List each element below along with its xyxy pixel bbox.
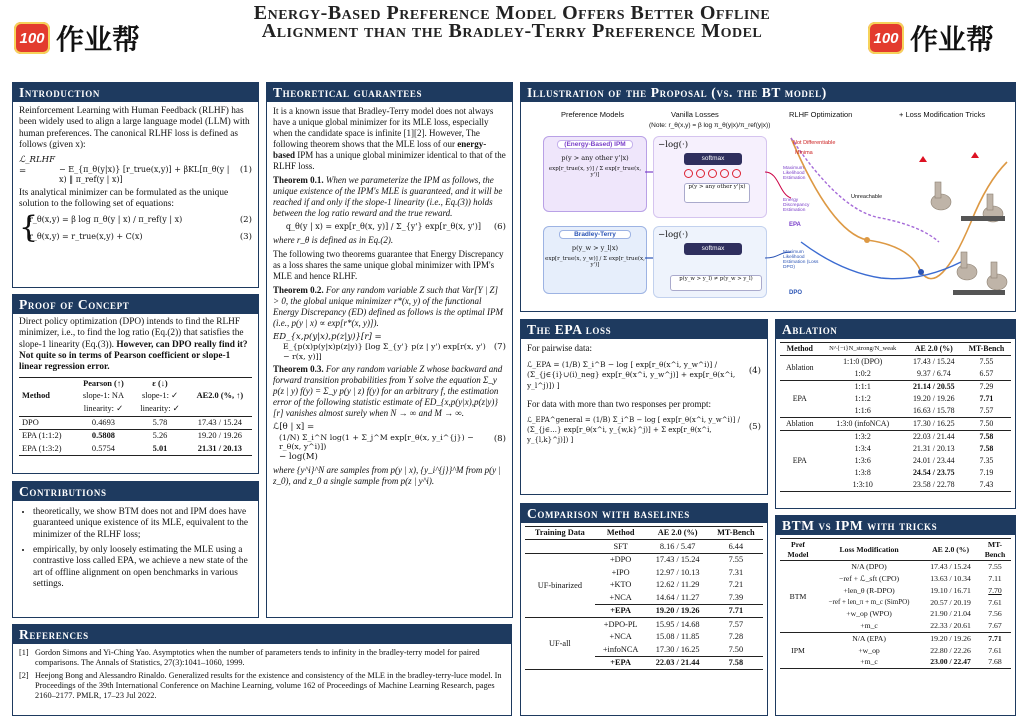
table-row: 1:1:6 16.63 / 15.78 7.57	[780, 405, 1011, 418]
eq-7: ED_{x,p(y|x),p(z|y)}[r] = E_{p(x)p(y|x)p(z|y)} [log Σ_{y'} p(z | y') exp[r(x, y') − r(x, y)]] (7)	[273, 331, 506, 361]
lbl-not-diff: Not Differentiable	[793, 140, 836, 146]
theorem-1-where: where r_θ is defined as in Eq.(2).	[273, 235, 394, 246]
logo-left	[14, 18, 140, 58]
illus-panel	[520, 82, 1016, 312]
theorem-2: Theorem 0.2. For any random variable Z such that Var[Y | Z] > 0, the global unique minimizer r*(x, y) of the functional Energy Discrepancy (ED) defined as follows is the optimal IPM (i.e., p(y | x) ∝ exp[r*(x, y)]).	[273, 285, 504, 328]
table-row: EPA (1:3:2) 0.5754 5.01 21.31 / 20.13	[19, 443, 252, 456]
table-row: EPA 1:3:2 22.03 / 21.44 7.58	[780, 431, 1011, 444]
poc-h-sub: slope-1: NA	[82, 391, 125, 401]
lbl-minima: Minima	[795, 150, 813, 156]
lbl-mle2: Maximum Likelihood Estimation (Loss DPO)	[783, 250, 819, 270]
eq-4: ℒ_EPA = (1/B) Σ_i^B − log [ exp[r_θ(x^i, y_w^i)] / (Σ_{j∈{i}∪(i)_neg} exp[r_θ(x^i, y_w^j)] + exp[r_θ(x^i, y_l^j)]) ] (4)	[527, 359, 761, 390]
table-row: 1:0:2 9.37 / 6.74 6.57	[780, 368, 1011, 381]
eq-8: ℒ[θ | x] = (1/N) Σ_i^N log(1 + Σ_j^M exp[r_θ(x, y_i^{j}) − r_θ(x, y^i)]) − log(M) (8)	[273, 422, 506, 462]
comp-table	[525, 526, 763, 670]
logo-right	[868, 18, 994, 58]
table-row: Ablation 1:3:0 (infoNCA) 17.30 / 16.25 7.50	[780, 418, 1011, 431]
table-row: IPM N/A (EPA) 19.20 / 19.26 7.71	[780, 632, 1011, 644]
table-row: 1:1:2 19.20 / 19.26 7.71	[854, 394, 994, 404]
table-row: 1:3:6 24.01 / 23.44 7.35	[854, 456, 994, 466]
lbl-mle: Maximum Likelihood Estimation	[783, 166, 806, 181]
eq-1	[19, 155, 252, 185]
table-row: −ref + ℒ_sft (CPO) 13.63 / 10.34 7.11	[838, 574, 1002, 584]
table-row: +w_op (WPO) 21.90 / 21.04 7.56	[846, 609, 1002, 619]
btm-heading: BTM vs IPM with tricks	[776, 516, 1015, 535]
theorem-1: Theorem 0.1. When we parameterize the IPM as follows, the unique existence of the IPM's MLE is guaranteed, and it will be reached if and only if the slope-1 linearity (i.e., Eq.(3)) holds between the log ratio reward and the true reward.	[273, 174, 503, 218]
table-row: +IPO 12.97 / 10.13 7.31	[611, 567, 744, 577]
poc-h-eps: ε (↓)	[132, 377, 187, 390]
refs-panel	[12, 624, 512, 716]
theory-panel	[266, 82, 513, 618]
poc-panel	[12, 294, 259, 474]
btm-h: AE 2.0 (%)	[922, 539, 979, 561]
bt-softmax: softmax	[684, 243, 742, 255]
table-row: SFT 8.16 / 5.47 6.44	[525, 540, 763, 553]
ref-item: [1] Gordon Simons and Yi-Ching Yao. Asymptotics when the number of parameters tends to infinity in the bradley-terry model for paired comparisons. The Annals of Statistics, 27(3):1041–1060, 1999.	[19, 648, 480, 667]
contrib-heading: Contributions	[13, 482, 258, 501]
contrib-panel	[12, 481, 259, 618]
poc-h-ae: AE2.0 (%, ↑)	[188, 377, 252, 416]
abl-heading: Ablation	[776, 320, 1015, 339]
poc-table	[19, 377, 252, 457]
poc-h-pearson: Pearson (↑)	[75, 377, 133, 390]
table-row: Ablation 1:1:0 (DPO) 17.43 / 15.24 7.55	[780, 356, 1011, 369]
lbl-ed: Energy Discrepancy Estimation	[783, 198, 810, 213]
bt-eq: p(y_w > y_l|x)	[571, 244, 619, 252]
btm-table	[780, 538, 1011, 669]
abl-table	[780, 342, 1011, 492]
table-row: +EPA 22.03 / 21.44 7.58	[525, 656, 763, 669]
epa-heading: The EPA loss	[521, 320, 767, 339]
abl-h: AE 2.0 (%)	[906, 343, 962, 356]
eq-3-num: (3)	[239, 231, 252, 242]
ebm-log: −log(·)	[658, 140, 689, 150]
epa-text-1: For pairwise data:	[527, 343, 592, 353]
theorem-3: Theorem 0.3. For any random variable Z whose backward and forward transition probabilities from Y solve the equation Σ_y p(z | y) f(y) = Σ_y p(y | z) f(y) for an arbitrary f, the estimation error of the following statistic estimate of ED_{x,p(y|x),p(z|y)}[r] vanishes almost surely when N → ∞ and M → ∞.	[273, 364, 503, 419]
eq-5: ℒ_EPA^general = (1/B) Σ_i^B − log [ exp[r_θ(x^i, y_w^i)] / (Σ_{j∈…} exp[r_θ(x^i, y_{w,k}^j)] + Σ exp[r_θ(x^i, y_{l,k}^j)]) ] (5)	[527, 416, 761, 444]
comp-h: AE 2.0 (%)	[647, 527, 709, 540]
refs-heading: References	[13, 625, 511, 644]
logo-badge-icon: 100	[868, 22, 904, 54]
ebm-title: (Energy-Based) IPM	[557, 140, 633, 149]
table-row: +m_c 22.33 / 20.61 7.67	[780, 620, 1011, 632]
poc-heading: Proof of Concept	[13, 295, 258, 314]
theory-text-1: It is a known issue that Bradley-Terry model does not always have a unique global minimizer for its MLE loss, especially when the candidate space is infinite [1][2]. However, The following theorem shows that the MLE loss of our energy-based IPM has a unique global minimizer identical to that of the RLHF loss.	[273, 106, 506, 171]
lbl-unreach: Unreachable	[851, 194, 883, 200]
bt-mle-note: p(y_w > y_l) ≠ p(y_w > y_l)	[670, 275, 762, 291]
eq-system	[19, 210, 252, 246]
contrib-list	[33, 507, 252, 590]
table-row: DPO 0.4693 5.78 17.43 / 15.24	[22, 417, 242, 427]
logo-text: 作业帮	[56, 23, 141, 56]
title-line-2: Alignment than the Bradley-Terry Preference Model	[261, 20, 763, 42]
illus-col-1: Preference Models	[561, 110, 624, 119]
eq-1-rhs: − E_{π_θ(y|x)} [r_true(x,y)] + βKL[π_θ(y | x) ‖ π_ref(y | x)]	[59, 165, 230, 185]
logo-badge-icon: 100	[14, 22, 50, 54]
list-item: • empirically, by only loosely estimating the MLE using a contrastive loss called EPA, we achieve a new state of the art of offline alignment on open benchmarks in various settings.	[33, 545, 252, 590]
table-row: +KTO 12.62 / 11.29 7.21	[609, 580, 744, 590]
abl-h: Method	[780, 343, 820, 356]
comp-heading: Comparison with baselines	[521, 504, 767, 523]
table-row: 1:3:4 21.31 / 20.13 7.58	[854, 444, 994, 454]
table-row: −ref + len_π + m_c (SimPO) 20.57 / 20.19 7.61	[828, 597, 1002, 607]
table-row: BTM N/A (DPO) 17.43 / 15.24 7.55	[780, 561, 1011, 573]
btm-h: MT-Bench	[979, 539, 1011, 561]
epa-text-2: For data with more than two responses per prompt:	[527, 399, 711, 410]
epa-panel	[520, 319, 768, 495]
ebm-mle-note: p(y > any other y'|x)	[684, 183, 750, 203]
illus-col-3: RLHF Optimization	[789, 110, 853, 119]
table-row: EPA 1:1:1 21.14 / 20.55 7.29	[780, 381, 1011, 394]
bt-title: Bradley-Terry	[559, 230, 631, 239]
table-row: +EPA 19.20 / 19.26 7.71	[525, 604, 763, 617]
list-item: • theoretically, we show BTM does not and IPM does have guaranteed unique existence of its MLE, equivalent to the minimizer of the RLHF loss;	[33, 507, 252, 541]
illus-heading: Illustration of the Proposal (vs. the BT model)	[521, 83, 1015, 102]
illus-note: (Note: r_θ(x,y) = β log π_θ(y|x)/π_ref(y|x))	[649, 122, 771, 129]
illus-col-4: + Loss Modification Tricks	[899, 110, 986, 119]
intro-panel	[12, 82, 259, 288]
table-row: +len_θ (R-DPO) 19.10 / 16.71 7.70	[843, 585, 1002, 595]
eq-1-num: (1)	[239, 165, 252, 176]
btm-h: Pref Model	[780, 539, 816, 561]
table-row: EPA (1:1:2) 0.5808 5.26 19.20 / 19.26	[19, 430, 252, 443]
table-row: 1:3:10 23.58 / 22.78 7.43	[780, 479, 1011, 492]
table-row: UF-all +DPO-PL 15.95 / 14.68 7.57	[525, 618, 763, 631]
btm-h: Loss Modification	[816, 539, 922, 561]
comp-h: Training Data	[525, 527, 595, 540]
poc-h-sub: slope-1: ✓	[141, 391, 179, 401]
title-line-1: Energy-Based Preference Model Offers Better Offline	[253, 2, 771, 24]
table-row: +m_c 23.00 / 22.47 7.68	[780, 656, 1011, 668]
theorem-3-where: where {y^i}^N are samples from p(y | x), {y_i^{j}}^M from p(y | z_0), and z_0 a single sample from p(z | y^i).	[273, 465, 501, 487]
comp-panel	[520, 503, 768, 716]
theory-text-2: The following two theorems guarantee that Energy Discrepancy as a loss shares the same unique global minimizer with IPM's MLE and hence RLHF.	[273, 249, 504, 282]
poster-title	[200, 4, 824, 40]
ref-item: [2] Heejong Bong and Alessandro Rinaldo. Generalized results for the existence and consistency of the MLE in the bradley-terry-luce model. In Proceedings of the 39th International Conference on Machine Learning, volume 162 of Proceedings of Machine Learning Research, pages 2160–2177. PMLR, 17–23 Jul 2022.	[19, 670, 502, 700]
poc-text: Direct policy optimization (DPO) intends to find the RLHF minimizer, i.e., to find the log ratio (Eq.(2)) that satisfies the slope-1 linearity (Eq.(3)). However, can DPO really find it? Not quite so in terms of Pearson coefficient or slope-1 linear regression error.	[19, 317, 248, 373]
abl-h: N^{−i}N_strong/N_weak	[820, 343, 906, 356]
table-row: +NCA 15.08 / 11.85 7.28	[609, 632, 744, 642]
table-row: +NCA 14.64 / 11.27 7.39	[609, 592, 744, 602]
abl-panel	[775, 319, 1016, 509]
intro-text-2: Its analytical minimizer can be formulated as the unique solution to the following set of equations:	[19, 187, 229, 210]
comp-h: MT-Bench	[709, 527, 763, 540]
btm-panel	[775, 515, 1016, 716]
bt-frac: exp[r_true(x, y_w)] / Σ exp[r_true(x, y')]	[545, 256, 645, 268]
poc-h-method: Method	[19, 377, 75, 416]
theory-heading: Theoretical guarantees	[267, 83, 512, 102]
table-row: UF-binarized +DPO 17.43 / 15.24 7.55	[525, 553, 763, 566]
table-row: +infoNCA 17.30 / 16.25 7.50	[602, 644, 744, 654]
poc-h-sub: linearity: ✓	[75, 403, 133, 416]
table-row: +w_op 22.80 / 22.26 7.61	[858, 645, 1002, 655]
eq-1-lhs: ℒ_RLHF =	[19, 155, 56, 176]
lbl-epa: EPA	[789, 222, 801, 228]
comp-h: Method	[595, 527, 647, 540]
abl-h: MT-Bench	[962, 343, 1011, 356]
eq-2-num: (2)	[239, 215, 252, 226]
poc-h-sub: linearity: ✓	[132, 403, 187, 416]
brace-icon: {	[19, 210, 39, 246]
intro-heading: Introduction	[13, 83, 258, 102]
ebm-eq: p(y > any other y'|x)	[561, 154, 629, 162]
bt-log: −log(·)	[658, 230, 689, 240]
eq-6: q_θ(y | x) = exp[r_θ(x, y)] / Σ_{y'} exp[r_θ(x, y')] (6)	[285, 221, 506, 232]
illus-col-2: Vanilla Losses	[671, 110, 719, 119]
ebm-softmax: softmax	[684, 153, 742, 165]
lbl-dpo: DPO	[789, 290, 803, 296]
intro-text-1: Reinforcement Learning with Human Feedback (RLHF) has been widely used to align a large language model (LLM) with human preferences. The canonical RLHF loss is defined as follows (given x):	[19, 106, 250, 150]
logo-text: 作业帮	[910, 23, 995, 56]
table-row: 1:3:8 24.54 / 23.75 7.19	[854, 468, 994, 478]
ebm-frac: exp[r_true(x, y)] / Σ exp[r_true(x, y')]	[548, 166, 642, 178]
eq-2: r_θ(x,y) = β log π_θ(y | x) / π_ref(y | x)	[29, 215, 183, 225]
eq-3: r_θ(x,y) = r_true(x,y) + C(x)	[29, 231, 143, 241]
